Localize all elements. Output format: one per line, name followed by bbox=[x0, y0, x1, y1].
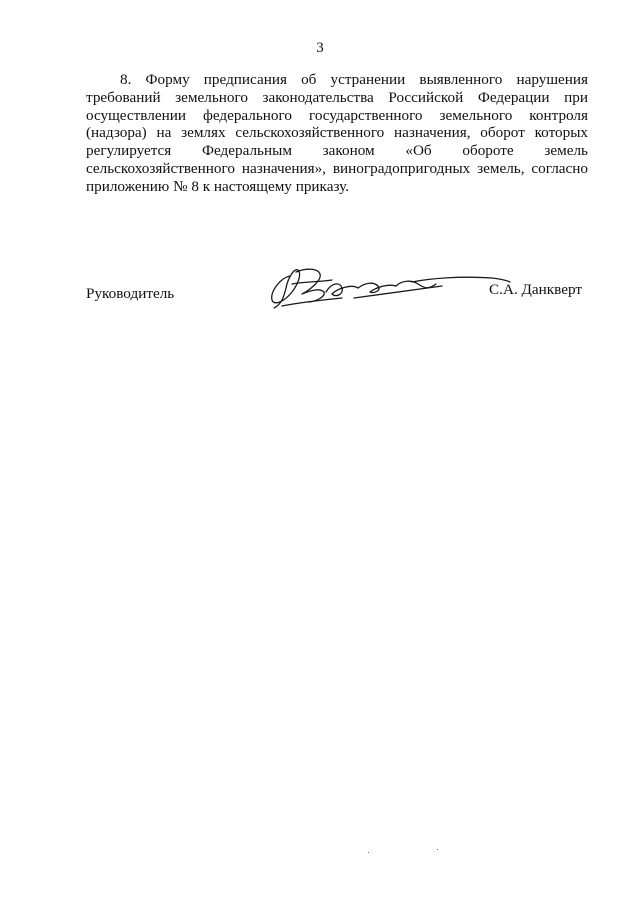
page-number: 3 bbox=[316, 40, 324, 56]
paragraph-line: 8. Форму предписания об устранении выявленного нарушения bbox=[120, 71, 588, 88]
paragraph-line: требований земельного законодательства Российской Федерации при bbox=[86, 88, 588, 106]
paragraph-line: приложению № 8 к настоящему приказу. bbox=[86, 177, 349, 195]
signer-name: С.А. Данкверт bbox=[489, 281, 582, 298]
order-paragraph bbox=[86, 71, 588, 196]
scan-speck bbox=[368, 852, 369, 853]
signature-block bbox=[86, 262, 588, 312]
paragraph-line: осуществлении федерального государственного земельного контроля bbox=[86, 106, 588, 124]
scan-speck bbox=[437, 849, 438, 850]
paragraph-line: регулируется Федеральным законом «Об обороте земель bbox=[86, 142, 588, 160]
handwritten-signature bbox=[262, 262, 512, 312]
paragraph-line: сельскохозяйственного назначения», виноградопригодных земель, согласно bbox=[86, 159, 588, 177]
signer-title: Руководитель bbox=[86, 285, 175, 302]
paragraph-line: (надзора) на землях сельскохозяйственного назначения, оборот которых bbox=[86, 124, 588, 142]
